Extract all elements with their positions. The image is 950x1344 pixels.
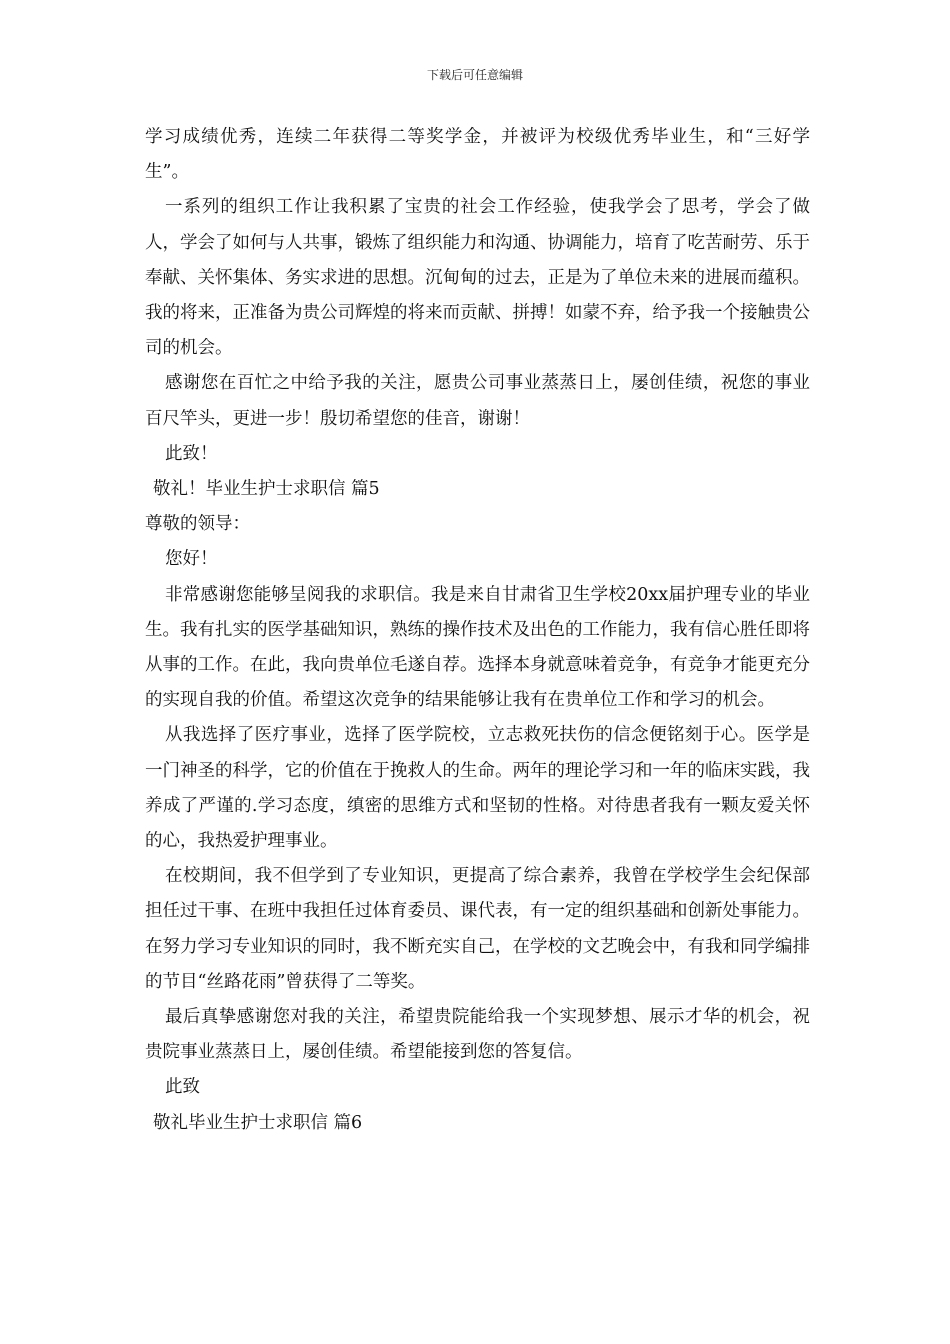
document-body [145, 120, 810, 1141]
paragraph-medical-career: 从我选择了医疗事业，选择了医学院校，立志救死扶伤的信念便铭刻于心。医学是一门神圣的科学，它的价值在于挽救人的生命。两年的理论学习和一年的临床实践，我养成了严谨的.学习态度，缜密的思维方式和坚韧的性格。对待患者我有一颗友爱关怀的心，我热爱护理事业。 [145, 725, 810, 852]
paragraph-thanks: 感谢您在百忙之中给予我的关注，愿贵公司事业蒸蒸日上，屡创佳绩，祝您的事业百尺竿头，更进一步！殷切希望您的佳音，谢谢！ [145, 373, 810, 429]
section-heading-6: 敬礼毕业生护士求职信 篇6 [153, 1112, 363, 1133]
closing-phrase: 此致！ [165, 443, 218, 464]
greeting: 您好！ [165, 549, 218, 570]
page-header-note: 下载后可任意编辑 [426, 68, 523, 82]
section-heading-5: 敬礼！毕业生护士求职信 篇5 [153, 479, 380, 500]
paragraph-school-activities: 在校期间，我不但学到了专业知识，更提高了综合素养，我曾在学校学生会纪保部担任过干事、在班中我担任过体育委员、课代表，有一定的组织基础和创新处事能力。在努力学习专业知识的同时，我不断充实自己，在学校的文艺晚会中，有我和同学编排的节目“丝路花雨”曾获得了二等奖。 [145, 866, 810, 992]
salutation: 尊敬的领导： [145, 514, 250, 535]
paragraph-academic-record: 学习成绩优秀，连续二年获得二等奖学金，并被评为校级优秀毕业生，和“三好学生”。 [145, 127, 810, 183]
closing-phrase-2: 此致 [165, 1077, 200, 1098]
paragraph-work-experience: 一系列的组织工作让我积累了宝贵的社会工作经验，使我学会了思考，学会了做人，学会了如何与人共事，锻炼了组织能力和沟通、协调能力，培育了吃苦耐劳、乐于奉献、关怀集体、务实求进的思想。沉甸甸的过去，正是为了单位未来的进展而蕴积。我的将来，正准备为贵公司辉煌的将来而贡献、拼搏！如蒙不弃，给予我一个接触贵公司的机会。 [145, 197, 810, 359]
paragraph-introduction: 非常感谢您能够呈阅我的求职信。我是来自甘肃省卫生学校20xx届护理专业的毕业生。我有扎实的医学基础知识，熟练的操作技术及出色的工作能力，我有信心胜任即将从事的工作。在此，我向贵单位毛遂自荐。选择本身就意味着竞争，有竞争才能更充分的实现自我的价值。希望这次竞争的结果能够让我有在贵单位工作和学习的机会。 [145, 584, 810, 711]
paragraph-final-thanks: 最后真挚感谢您对我的关注，希望贵院能给我一个实现梦想、展示才华的机会，祝贵院事业蒸蒸日上，屡创佳绩。希望能接到您的答复信。 [145, 1007, 810, 1063]
